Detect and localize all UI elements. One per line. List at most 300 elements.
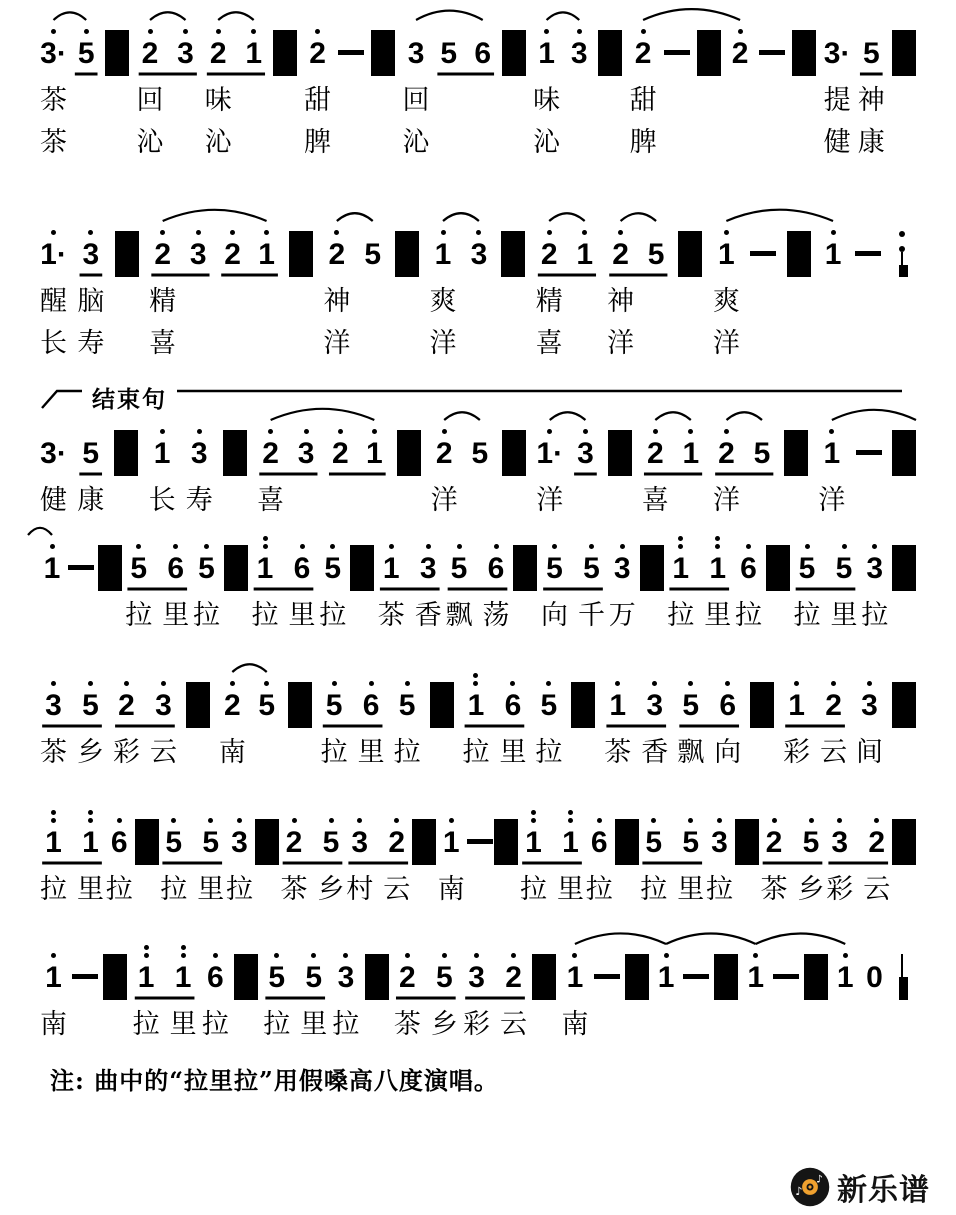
lyric bbox=[751, 1003, 760, 1045]
lyric bbox=[194, 322, 203, 364]
barline bbox=[397, 430, 421, 476]
octave-dots bbox=[874, 803, 879, 826]
note-number: 1· bbox=[536, 437, 564, 470]
notation-systems-container bbox=[40, 14, 916, 1045]
barline bbox=[571, 682, 595, 728]
lyric: 里 bbox=[162, 600, 190, 631]
lyric: 南 bbox=[218, 737, 246, 768]
octave-dot bbox=[160, 429, 165, 434]
octave-dot bbox=[531, 818, 536, 823]
octave-dots bbox=[230, 215, 235, 238]
octave-dots bbox=[805, 529, 810, 552]
octave-dots bbox=[173, 529, 178, 552]
octave-dots bbox=[831, 666, 836, 689]
lyric bbox=[662, 1003, 671, 1045]
note-number: 1 bbox=[525, 826, 542, 859]
octave-dots bbox=[753, 938, 758, 961]
octave-dot bbox=[589, 544, 594, 549]
notation-system bbox=[40, 938, 916, 1045]
lyric: 里 bbox=[288, 600, 316, 631]
octave-dot bbox=[213, 953, 218, 958]
note bbox=[609, 529, 636, 636]
repeat-dot bbox=[899, 231, 905, 237]
octave-dot bbox=[264, 681, 269, 686]
barline bbox=[103, 954, 127, 1000]
octave-dot bbox=[51, 29, 56, 34]
lyric: 飘 bbox=[677, 737, 705, 768]
note-number: 1 bbox=[562, 826, 579, 859]
beam-group bbox=[642, 414, 703, 521]
barline bbox=[289, 231, 313, 277]
octave-dot bbox=[831, 681, 836, 686]
note bbox=[346, 803, 373, 910]
note bbox=[573, 414, 597, 521]
note-number: 1 bbox=[256, 552, 274, 585]
octave-dot bbox=[688, 681, 693, 686]
octave-dots bbox=[51, 14, 56, 37]
octave-dot bbox=[837, 818, 842, 823]
octave-dots bbox=[51, 938, 56, 961]
lyric bbox=[368, 280, 377, 322]
note bbox=[40, 529, 64, 636]
note-number: 1 bbox=[467, 689, 485, 722]
octave-dots bbox=[338, 414, 343, 437]
note-number: 3 bbox=[337, 961, 355, 994]
octave-dot bbox=[394, 818, 399, 823]
thick-barline bbox=[899, 265, 908, 278]
beam-group bbox=[263, 938, 327, 1045]
note bbox=[541, 529, 568, 636]
lyric: 拉 bbox=[585, 874, 613, 905]
lyric: 彩 bbox=[112, 737, 140, 768]
note bbox=[578, 529, 605, 636]
octave-dot bbox=[51, 818, 56, 823]
note bbox=[137, 14, 164, 163]
beam-group bbox=[125, 529, 189, 636]
octave-dot bbox=[372, 429, 377, 434]
note bbox=[644, 215, 668, 364]
lyric bbox=[194, 280, 203, 322]
barline bbox=[288, 682, 312, 728]
lyric: 云 bbox=[820, 737, 848, 768]
lyric bbox=[262, 280, 271, 322]
octave-dots bbox=[237, 803, 242, 826]
octave-dots bbox=[620, 529, 625, 552]
note bbox=[197, 803, 224, 910]
note-number: 1 bbox=[82, 826, 99, 859]
octave-dot bbox=[51, 230, 56, 235]
sustain-dash bbox=[683, 974, 709, 979]
lyric: 云 bbox=[500, 1009, 528, 1040]
lyric bbox=[652, 280, 661, 322]
note bbox=[586, 803, 613, 910]
octave-dots bbox=[653, 414, 658, 437]
octave-dot bbox=[389, 544, 394, 549]
barline bbox=[892, 819, 916, 865]
final-barline bbox=[892, 954, 916, 1000]
lyric: 拉 bbox=[320, 737, 348, 768]
octave-dot bbox=[725, 681, 730, 686]
note-number: 2 bbox=[731, 37, 749, 70]
octave-dot bbox=[494, 544, 499, 549]
note-number: 1· bbox=[40, 238, 67, 271]
octave-dot bbox=[568, 810, 573, 815]
lyric: 拉 bbox=[125, 600, 153, 631]
note bbox=[289, 529, 316, 636]
lyric: 茶 bbox=[40, 85, 67, 116]
octave-dot bbox=[357, 818, 362, 823]
lyric: 乡 bbox=[317, 874, 345, 905]
note bbox=[744, 938, 768, 1045]
lyric bbox=[478, 121, 487, 163]
octave-dot bbox=[547, 230, 552, 235]
octave-dot bbox=[197, 429, 202, 434]
lyric bbox=[444, 121, 453, 163]
lyric: 拉 bbox=[735, 600, 762, 631]
octave-dots bbox=[717, 803, 722, 826]
note bbox=[750, 414, 774, 521]
note-number: 3 bbox=[613, 552, 631, 585]
octave-dot bbox=[50, 544, 55, 549]
note bbox=[468, 414, 492, 521]
octave-dot bbox=[161, 681, 166, 686]
note-number: 3 bbox=[231, 826, 248, 859]
note-number: 3 bbox=[646, 689, 664, 722]
octave-dots bbox=[724, 414, 729, 437]
note-number: 1 bbox=[43, 552, 61, 585]
sustain-dash bbox=[759, 50, 785, 55]
lyric bbox=[249, 79, 258, 121]
lyric: 飘 bbox=[445, 600, 473, 631]
octave-dots bbox=[688, 803, 693, 826]
sustain-dash bbox=[594, 974, 620, 979]
octave-dots bbox=[263, 529, 268, 552]
note-number: 2 bbox=[398, 961, 416, 994]
note-number: 5 bbox=[258, 689, 276, 722]
sustain-dash bbox=[467, 839, 493, 844]
octave-dot bbox=[511, 953, 516, 958]
octave-dot bbox=[664, 953, 669, 958]
note-number: 5 bbox=[753, 437, 771, 470]
note bbox=[679, 414, 703, 521]
lyric: 彩 bbox=[783, 737, 811, 768]
octave-dot bbox=[315, 29, 320, 34]
lyric: 南 bbox=[561, 1009, 589, 1040]
note-number: 1 bbox=[137, 961, 155, 994]
octave-dot bbox=[292, 818, 297, 823]
note-number: 3 bbox=[190, 437, 208, 470]
note bbox=[761, 803, 788, 910]
note bbox=[826, 803, 853, 910]
octave-dots bbox=[274, 938, 279, 961]
lyric bbox=[478, 79, 487, 121]
lyric bbox=[181, 79, 190, 121]
notation-system bbox=[40, 803, 916, 910]
note bbox=[471, 14, 495, 163]
repeat-dots bbox=[899, 231, 905, 252]
beam-group bbox=[713, 414, 774, 521]
notes-row bbox=[40, 414, 916, 521]
octave-dots bbox=[597, 803, 602, 826]
barline bbox=[598, 30, 622, 76]
sustain-dash bbox=[855, 251, 881, 256]
octave-dot bbox=[449, 818, 454, 823]
note-number: 2 bbox=[154, 238, 172, 271]
sustain-dash bbox=[664, 50, 690, 55]
barline bbox=[502, 430, 526, 476]
octave-dots bbox=[389, 529, 394, 552]
octave-dots bbox=[315, 14, 320, 37]
note-number: 2 bbox=[223, 689, 241, 722]
lyric: 里 bbox=[357, 737, 385, 768]
lyric: 千 bbox=[578, 600, 605, 631]
octave-dot bbox=[473, 673, 478, 678]
note-number: 5 bbox=[325, 689, 343, 722]
octave-dots bbox=[405, 666, 410, 689]
octave-dot bbox=[251, 29, 256, 34]
barline bbox=[501, 231, 525, 277]
octave-dots bbox=[230, 666, 235, 689]
barline bbox=[395, 231, 419, 277]
note bbox=[607, 215, 634, 364]
note bbox=[252, 529, 279, 636]
note-number: 6 bbox=[474, 37, 492, 70]
note-number: 6 bbox=[167, 552, 185, 585]
note bbox=[257, 414, 284, 521]
note bbox=[536, 414, 563, 521]
notes-row bbox=[40, 14, 916, 163]
note bbox=[561, 938, 588, 1045]
octave-dots bbox=[264, 215, 269, 238]
note bbox=[783, 666, 810, 773]
note bbox=[567, 14, 591, 163]
beam-group bbox=[133, 938, 197, 1045]
lyric: 拉 bbox=[706, 874, 733, 905]
lyric bbox=[829, 322, 838, 364]
beam-group bbox=[677, 666, 741, 773]
barline bbox=[494, 819, 518, 865]
note bbox=[174, 14, 198, 163]
note bbox=[358, 666, 385, 773]
beam-group bbox=[321, 666, 385, 773]
lyric: 神 bbox=[607, 286, 635, 317]
octave-dot bbox=[204, 544, 209, 549]
lyric: 沁 bbox=[204, 127, 232, 158]
note-number: 2 bbox=[224, 238, 241, 271]
octave-dots bbox=[547, 215, 552, 238]
note bbox=[281, 803, 308, 910]
beam-group bbox=[794, 529, 858, 636]
octave-dot bbox=[572, 953, 577, 958]
octave-dot bbox=[136, 544, 141, 549]
note-number: 1 bbox=[609, 689, 627, 722]
barline bbox=[273, 30, 297, 76]
lyric: 彩 bbox=[463, 1009, 491, 1040]
notation-system bbox=[40, 14, 916, 163]
barline bbox=[714, 954, 738, 1000]
lyric: 回 bbox=[136, 85, 164, 116]
octave-dots bbox=[442, 938, 447, 961]
octave-dot bbox=[582, 230, 587, 235]
note-number: 2 bbox=[309, 37, 326, 70]
barline bbox=[678, 231, 702, 277]
note bbox=[415, 529, 442, 636]
beam-group bbox=[541, 529, 605, 636]
lyric bbox=[475, 280, 484, 322]
note bbox=[150, 666, 177, 773]
note-number: 2 bbox=[435, 437, 453, 470]
note bbox=[430, 215, 457, 364]
note bbox=[378, 529, 405, 636]
lyric: 香 bbox=[641, 737, 669, 768]
sustain-dash bbox=[68, 565, 94, 570]
lyric: 喜 bbox=[257, 485, 285, 516]
note bbox=[713, 215, 740, 364]
notes-row bbox=[40, 529, 916, 636]
note bbox=[193, 529, 220, 636]
octave-dots bbox=[442, 414, 447, 437]
lyric: 乡 bbox=[430, 1009, 458, 1040]
note-number: 6 bbox=[206, 961, 224, 994]
beam-group bbox=[346, 803, 410, 910]
octave-dots bbox=[547, 414, 552, 437]
beam-group bbox=[604, 666, 668, 773]
note-number: 3 bbox=[866, 552, 884, 585]
octave-dots bbox=[568, 803, 573, 826]
lyric: 长 bbox=[148, 485, 176, 516]
note-number: 1 bbox=[258, 238, 275, 271]
barline bbox=[792, 30, 816, 76]
lyric: 拉 bbox=[640, 874, 668, 905]
note-number: 1 bbox=[382, 552, 400, 585]
octave-dot bbox=[51, 953, 56, 958]
lyric: 拉 bbox=[319, 600, 347, 631]
note-number: 6 bbox=[719, 689, 737, 722]
note-number: 3 bbox=[577, 437, 594, 470]
note-number: 5 bbox=[540, 689, 558, 722]
lyric: 洋 bbox=[430, 485, 458, 516]
lyric: 味 bbox=[533, 85, 561, 116]
octave-dots bbox=[292, 803, 297, 826]
octave-dot bbox=[457, 544, 462, 549]
note bbox=[332, 938, 359, 1045]
lyric bbox=[758, 479, 767, 521]
note bbox=[462, 666, 489, 773]
octave-dot bbox=[652, 681, 657, 686]
octave-dots bbox=[474, 938, 479, 961]
octave-dot bbox=[772, 818, 777, 823]
octave-dots bbox=[251, 14, 256, 37]
octave-dots bbox=[511, 938, 516, 961]
octave-dots bbox=[50, 529, 55, 552]
note-number: 1 bbox=[45, 826, 62, 859]
lyric: 洋 bbox=[818, 485, 846, 516]
note bbox=[520, 803, 547, 910]
lyric: 脾 bbox=[304, 127, 332, 158]
lyric: 里 bbox=[557, 874, 584, 905]
note bbox=[403, 14, 430, 163]
octave-dots bbox=[843, 938, 848, 961]
note-number: 1 bbox=[718, 238, 735, 271]
note bbox=[255, 215, 279, 364]
note bbox=[40, 14, 67, 163]
octave-dot bbox=[144, 953, 149, 958]
beam-group bbox=[149, 215, 210, 364]
note bbox=[604, 666, 631, 773]
octave-dot bbox=[715, 536, 720, 541]
octave-dots bbox=[546, 666, 551, 689]
lyric: 茶 bbox=[40, 127, 67, 158]
note bbox=[160, 803, 187, 910]
note-number: 1 bbox=[747, 961, 764, 994]
note-number: 1 bbox=[174, 961, 192, 994]
octave-dots bbox=[738, 14, 743, 37]
octave-dot bbox=[263, 536, 268, 541]
octave-dots bbox=[641, 14, 646, 37]
lyric: 精 bbox=[535, 286, 563, 317]
octave-dot bbox=[583, 429, 588, 434]
octave-dots bbox=[405, 938, 410, 961]
octave-dot bbox=[274, 953, 279, 958]
octave-dot bbox=[794, 681, 799, 686]
barline bbox=[350, 545, 374, 591]
lyric: 甜 bbox=[304, 85, 332, 116]
note bbox=[833, 938, 857, 1045]
note bbox=[713, 414, 740, 521]
note-number: 5 bbox=[645, 826, 663, 859]
octave-dots bbox=[171, 803, 176, 826]
lyric: 喜 bbox=[535, 328, 563, 359]
octave-dot bbox=[597, 818, 602, 823]
lyric: 沁 bbox=[136, 127, 164, 158]
lyric: 洋 bbox=[323, 328, 351, 359]
lyric: 茶 bbox=[280, 874, 308, 905]
octave-dot bbox=[476, 230, 481, 235]
octave-dots bbox=[334, 215, 339, 238]
note bbox=[500, 938, 527, 1045]
lyric bbox=[580, 322, 589, 364]
notes-row bbox=[40, 666, 916, 773]
note bbox=[40, 938, 67, 1045]
lyric: 洋 bbox=[429, 328, 457, 359]
note-number: 5 bbox=[398, 689, 416, 722]
beam-group bbox=[640, 803, 704, 910]
note bbox=[77, 666, 104, 773]
octave-dot bbox=[724, 230, 729, 235]
octave-dot bbox=[615, 681, 620, 686]
octave-dots bbox=[473, 666, 478, 689]
note bbox=[856, 666, 883, 773]
octave-dot bbox=[124, 681, 129, 686]
note-number: 5 bbox=[802, 826, 820, 859]
note-number: 1 bbox=[434, 238, 452, 271]
barline bbox=[224, 545, 248, 591]
beam-group bbox=[221, 215, 279, 364]
note bbox=[77, 414, 104, 521]
beam-group bbox=[761, 803, 825, 910]
lyric: 里 bbox=[169, 1009, 197, 1040]
octave-dot bbox=[753, 953, 758, 958]
note bbox=[362, 414, 386, 521]
note bbox=[149, 414, 176, 521]
augmentation-dot: · bbox=[56, 437, 67, 470]
barline bbox=[892, 430, 916, 476]
lyric: 洋 bbox=[536, 485, 564, 516]
barline bbox=[234, 954, 258, 1000]
octave-dots bbox=[688, 666, 693, 689]
octave-dot bbox=[88, 681, 93, 686]
note bbox=[40, 803, 67, 910]
